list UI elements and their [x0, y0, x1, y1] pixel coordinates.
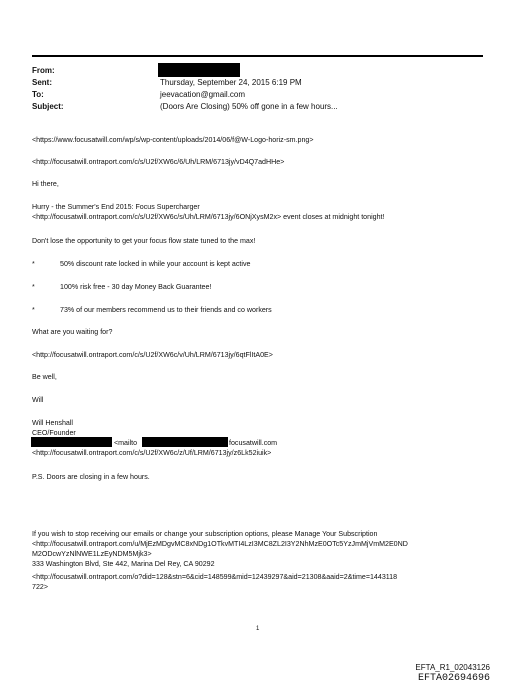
hurry-line: Hurry - the Summer's End 2015: Focus Supercharger: [32, 203, 200, 211]
to-label: To:: [32, 90, 44, 99]
sig-redaction-2: [142, 437, 228, 447]
be-well: Be well,: [32, 373, 57, 381]
page-number: 1: [256, 626, 260, 632]
greeting: Hi there,: [32, 180, 59, 188]
link-2[interactable]: <http://focusatwill.ontraport.com/c/s/U2f/XW6c/v/Uh/LRM/6713jy/6qtFlItA0E>: [32, 351, 273, 359]
unsubscribe-link[interactable]: <http://focusatwill.ontraport.com/u/MjEzMDgvMC8xNDg1OTkvMTI4LzI3MC8ZL2I3Y2NhMzE0OTc5YzJmMjVmM2E0ND: [32, 540, 408, 548]
signature-name: Will Henshall: [32, 419, 73, 427]
sig-redaction-1: [31, 437, 112, 447]
header-rule: [32, 55, 483, 57]
waiting-text: What are you waiting for?: [32, 328, 113, 336]
doc-id-large: EFTA02694696: [417, 673, 490, 684]
unsubscribe-text: If you wish to stop receiving our emails or change your subscription options, please Manage Your Subscription: [32, 530, 378, 538]
signature-title: CEO/Founder: [32, 429, 76, 437]
ps-text: P.S. Doors are closing in a few hours.: [32, 473, 150, 481]
signature-link[interactable]: <http://focusatwill.ontraport.com/c/s/U2f/XW6c/z/Uf/LRM/6713jy/z6Lk52iuik>: [32, 449, 272, 457]
subject-value: (Doors Are Closing) 50% off gone in a few hours...: [160, 102, 338, 111]
bullet-text: 100% risk free - 30 day Money Back Guarantee!: [60, 283, 212, 291]
will-signoff: Will: [32, 396, 44, 404]
logo-image-link[interactable]: <https://www.focusatwill.com/wp/s/wp-content/uploads/2014/06/f@W-Logo-horiz-sm.png>: [32, 136, 314, 144]
bullet-text: 50% discount rate locked in while your account is kept active: [60, 260, 251, 268]
sig-mailto[interactable]: <mailto: [114, 439, 138, 447]
sent-label: Sent:: [32, 78, 52, 87]
sig-domain[interactable]: focusatwill.com: [229, 439, 278, 447]
address: 333 Washington Blvd, Ste 442, Marina Del Rey, CA 90292: [32, 560, 215, 568]
bullet-text: 73% of our members recommend us to their friends and co workers: [60, 306, 272, 314]
from-redaction: [158, 63, 240, 77]
to-value: jeevacation@gmail.com: [160, 90, 246, 99]
doc-id-small: EFTA_R1_02043126: [415, 663, 490, 672]
unsubscribe-link-cont[interactable]: M2ODcwYzNlNWE1LzEyNDM5Mjk3>: [32, 550, 152, 558]
sent-value: Thursday, September 24, 2015 6:19 PM: [160, 78, 302, 87]
link-1[interactable]: <http://focusatwill.ontraport.com/c/s/U2f/XW6c/6/Uh/LRM/6713jy/vD4Q7adHHe>: [32, 158, 285, 166]
dont-lose-text: Don't lose the opportunity to get your focus flow state tuned to the max!: [32, 237, 256, 245]
bullet-mark: *: [32, 260, 35, 268]
address-link-cont[interactable]: 722>: [32, 583, 48, 591]
bullet-mark: *: [32, 283, 35, 291]
address-link[interactable]: <http://focusatwill.ontraport.com/o?did=128&stn=6&cid=148599&mid=12439297&aid=21308&aaid=2&time=1443118: [32, 573, 398, 581]
hurry-link[interactable]: <http://focusatwill.ontraport.com/c/s/U2f/XW6c/s/Uh/LRM/6713jy/6ONjXysM2x> event closes at midnight tonight!: [32, 213, 385, 221]
from-label: From:: [32, 66, 55, 75]
subject-label: Subject:: [32, 102, 64, 111]
bullet-mark: *: [32, 306, 35, 314]
